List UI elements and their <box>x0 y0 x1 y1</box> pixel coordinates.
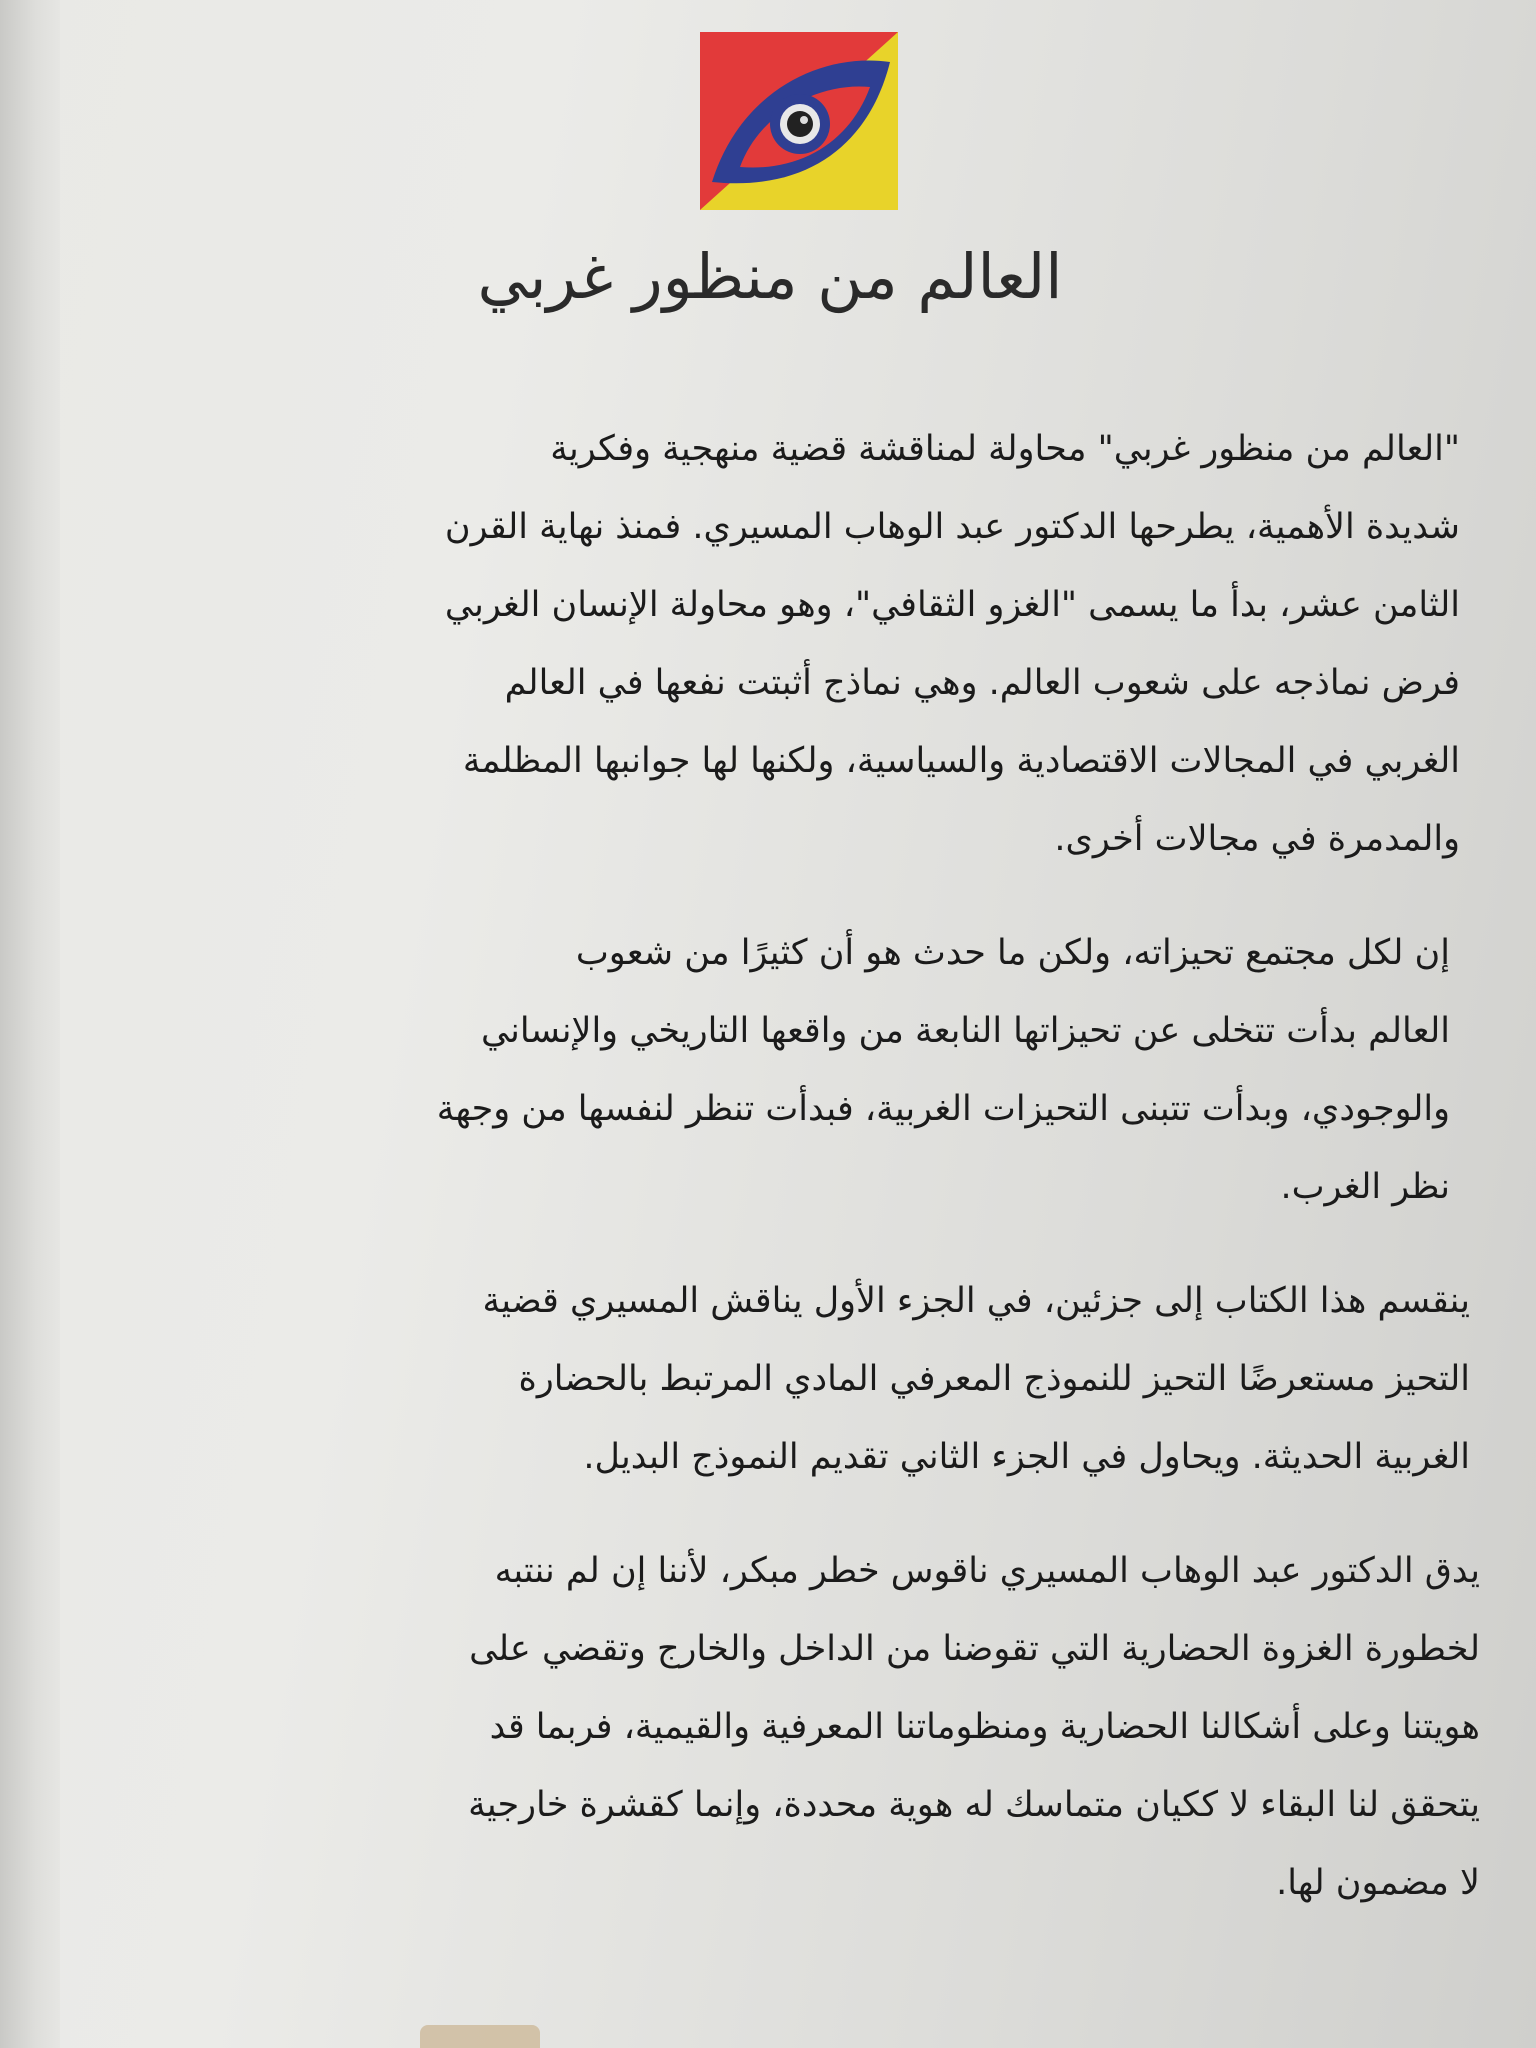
text-line: لخطورة الغزوة الحضارية التي تقوضنا من الداخل والخارج وتقضي على <box>469 1629 1480 1669</box>
text-line: التحيز مستعرضًا التحيز للنموذج المعرفي المادي المرتبط بالحضارة <box>518 1359 1470 1399</box>
text-line: فرض نماذجه على شعوب العالم. وهي نماذج أثبتت نفعها في العالم <box>504 663 1460 703</box>
book-title: العالم من منظور غربي <box>477 240 1063 313</box>
logo-highlight <box>800 116 808 124</box>
text-line: الثامن عشر، بدأ ما يسمى "الغزو الثقافي"، وهو محاولة الإنسان الغربي <box>444 585 1460 625</box>
paragraph-4 <box>70 1532 1480 1922</box>
text-line: لا مضمون لها. <box>1276 1863 1480 1903</box>
text-line: يدق الدكتور عبد الوهاب المسيري ناقوس خطر مبكر، لأننا إن لم ننتبه <box>494 1551 1480 1591</box>
text-line: العالم بدأت تتخلى عن تحيزاتها النابعة من واقعها التاريخي والإنساني <box>480 1011 1450 1051</box>
text-line: الغربي في المجالات الاقتصادية والسياسية، ولكنها لها جوانبها المظلمة <box>462 741 1460 781</box>
text-line: والمدمرة في مجالات أخرى. <box>1054 819 1460 859</box>
blurb <box>70 410 1480 1922</box>
text-line: ينقسم هذا الكتاب إلى جزئين، في الجزء الأول يناقش المسيري قضية <box>482 1281 1470 1321</box>
text-line: يتحقق لنا البقاء لا ككيان متماسك له هوية محددة، وإنما كقشرة خارجية <box>468 1785 1480 1825</box>
text-line: نظر الغرب. <box>1280 1167 1450 1207</box>
paragraph-3 <box>70 1262 1480 1496</box>
paragraph-1 <box>70 410 1480 878</box>
logo-pupil <box>787 111 813 137</box>
text-line: إن لكل مجتمع تحيزاته، ولكن ما حدث هو أن كثيرًا من شعوب <box>575 933 1450 973</box>
price-sticker-edge <box>420 2025 540 2048</box>
text-line: "العالم من منظور غربي" محاولة لمناقشة قضية منهجية وفكرية <box>550 429 1460 469</box>
text-line: شديدة الأهمية، يطرحها الدكتور عبد الوهاب المسيري. فمنذ نهاية القرن <box>444 507 1460 547</box>
publisher-logo <box>700 32 898 210</box>
text-line: الغربية الحديثة. ويحاول في الجزء الثاني تقديم النموذج البديل. <box>583 1437 1470 1477</box>
text-line: هويتنا وعلى أشكالنا الحضارية ومنظوماتنا المعرفية والقيمية، فربما قد <box>489 1707 1480 1747</box>
paragraph-2 <box>70 914 1480 1226</box>
text-line: والوجودي، وبدأت تتبنى التحيزات الغربية، فبدأت تنظر لنفسها من وجهة <box>436 1089 1450 1129</box>
cover-fold-edge <box>0 0 60 2048</box>
